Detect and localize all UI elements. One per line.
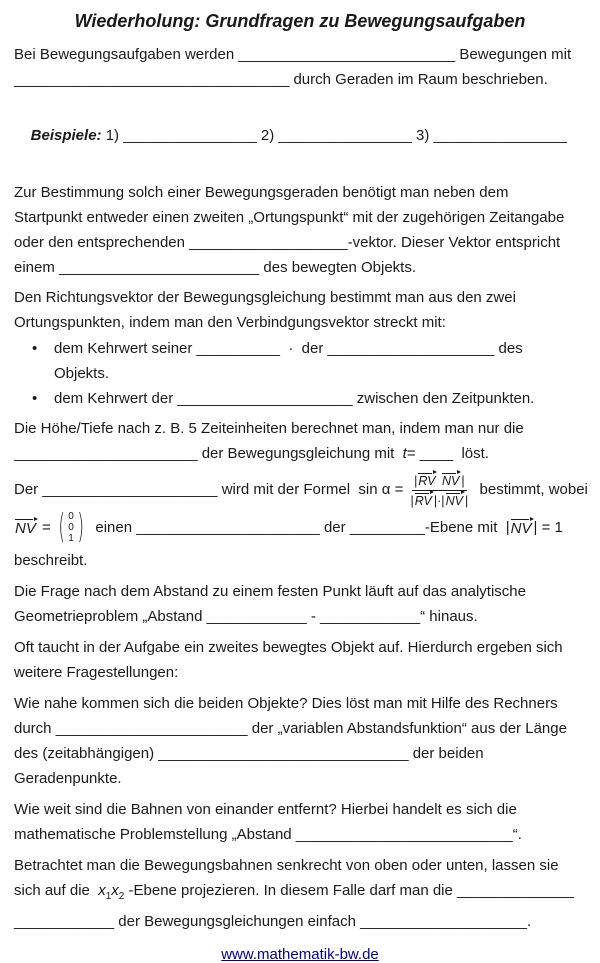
text-line: beschreibt. xyxy=(14,552,88,569)
text-line: Zur Bestimmung solch einer Bewegungsgeraden benötigt man neben dem xyxy=(14,184,509,201)
examples-blanks: 1) ________________ 2) ________________ 3) ________________ xyxy=(101,127,567,144)
paragraph-bahnen-abstand xyxy=(14,797,586,847)
text-line: Geometrieproblem „Abstand ____________ - ____________“ hinaus. xyxy=(14,608,478,625)
list-item xyxy=(14,336,586,386)
formula-line: Der _____________________ wird mit der Formel sin α = $\frac{\text{|RV NV |}}{|RV |\cdot|NV |}$ bestimmt, wobei xyxy=(14,472,586,506)
examples-label: Beispiele: xyxy=(30,127,102,144)
text-line: ______________________ der Bewegungsgleichung mit t= ____ löst. xyxy=(14,445,489,462)
paragraph-richtungsvektor xyxy=(14,285,586,411)
examples-line xyxy=(14,98,586,173)
text-line: oder den entsprechenden ___________________-vektor. Dieser Vektor entspricht xyxy=(14,234,561,251)
normal-vector-line: NV = ( 0 0 1 ) einen ______________________ der _________-Ebene mit | NV | = 1 xyxy=(15,507,563,547)
vector-nv: NV xyxy=(445,493,463,508)
page-title: Wiederholung: Grundfragen zu Bewegungsaufgaben xyxy=(74,11,526,31)
text-line: dem Kehrwert der _____________________ zwischen den Zeitpunkten. xyxy=(54,390,535,407)
text-line: dem Kehrwert seiner __________ · der ____________________ des xyxy=(54,340,523,357)
vector-rv: RV xyxy=(414,493,432,508)
text-line: mathematische Problemstellung „Abstand __________________________“. xyxy=(14,826,522,843)
text-line: Bei Bewegungsaufgaben werden __________________________ Bewegungen mit xyxy=(14,46,572,63)
text-line: Die Höhe/Tiefe nach z. B. 5 Zeiteinheiten berechnet man, indem man nur die xyxy=(14,420,524,437)
fraction xyxy=(411,470,469,509)
variable-x1: x xyxy=(98,882,106,899)
text-line: Betrachtet man die Bewegungsbahnen senkrecht von oben oder unten, lassen sie xyxy=(14,857,559,874)
bullet-list xyxy=(14,336,586,411)
paragraph-abstandsfunktion xyxy=(14,691,586,791)
right-paren: ) xyxy=(77,507,84,547)
text-line: des (zeitabhängigen) ______________________________ der beiden xyxy=(14,745,484,762)
paragraph-abstand-punkt xyxy=(14,579,586,629)
text-line: Die Frage nach dem Abstand zu einem festen Punkt läuft auf das analytische xyxy=(14,583,526,600)
list-item xyxy=(14,386,586,411)
left-paren: ( xyxy=(58,507,65,547)
vector-rv: RV xyxy=(418,473,436,488)
text-line: durch _______________________ der „variablen Abstandsfunktion“ aus der Länge xyxy=(14,720,567,737)
text-line: Geradenpunkte. xyxy=(14,770,122,787)
footer-link[interactable]: www.mathematik-bw.de xyxy=(221,946,379,963)
paragraph-bewegungsgerade xyxy=(14,180,586,280)
text-line: sich auf die $x_1x_2$ -Ebene projezieren. In diesem Falle darf man die ______________ xyxy=(14,882,574,902)
text-line: Objekts. xyxy=(54,365,110,382)
variable-t: t xyxy=(402,445,407,462)
text-line: weitere Fragestellungen: xyxy=(14,664,179,681)
paragraph-zweites-objekt xyxy=(14,635,586,685)
paragraph-intro xyxy=(14,42,586,92)
paragraph-projektion xyxy=(14,853,586,934)
bullet-icon: • xyxy=(32,340,38,357)
bullet-icon: • xyxy=(32,390,38,407)
fraction-numerator: |RV NV | xyxy=(412,470,467,491)
fraction-denominator: |RV |·|NV | xyxy=(410,493,469,508)
text-line: Oft taucht in der Aufgabe ein zweites bewegtes Objekt auf. Hierdurch ergeben sich xyxy=(14,639,563,656)
vector-nv: NV xyxy=(441,473,460,488)
paragraph-winkel-formel xyxy=(14,472,586,573)
column-vector: 0 0 1 xyxy=(68,510,74,544)
vector-nv: NV xyxy=(15,520,36,537)
text-line: Den Richtungsvektor der Bewegungsgleichung bestimmt man aus den zwei xyxy=(14,289,516,306)
paragraph-hoehe-tiefe xyxy=(14,416,586,466)
vector-nv: NV xyxy=(510,520,532,537)
variable-x2: x xyxy=(111,882,119,899)
text-line: Ortungspunkten, indem man den Verbindgungsvektor streckt mit: xyxy=(14,314,446,331)
text-line: _________________________________ durch Geraden im Raum beschrieben. xyxy=(14,71,548,88)
text-line: Wie weit sind die Bahnen von einander entfernt? Hierbei handelt es sich die xyxy=(14,801,517,818)
formula-sin-alpha: sin α = xyxy=(358,480,408,498)
text-line: Wie nahe kommen sich die beiden Objekte? Dies löst man mit Hilfe des Rechners xyxy=(14,695,558,712)
footer xyxy=(14,946,586,963)
text-line: einem ________________________ des bewegten Objekts. xyxy=(14,259,416,276)
text-line: ____________ der Bewegungsgleichungen einfach ____________________. xyxy=(14,913,532,930)
text-line: Startpunkt entweder einen zweiten „Ortungspunkt“ mit der zugehörigen Zeitangabe xyxy=(14,209,565,226)
